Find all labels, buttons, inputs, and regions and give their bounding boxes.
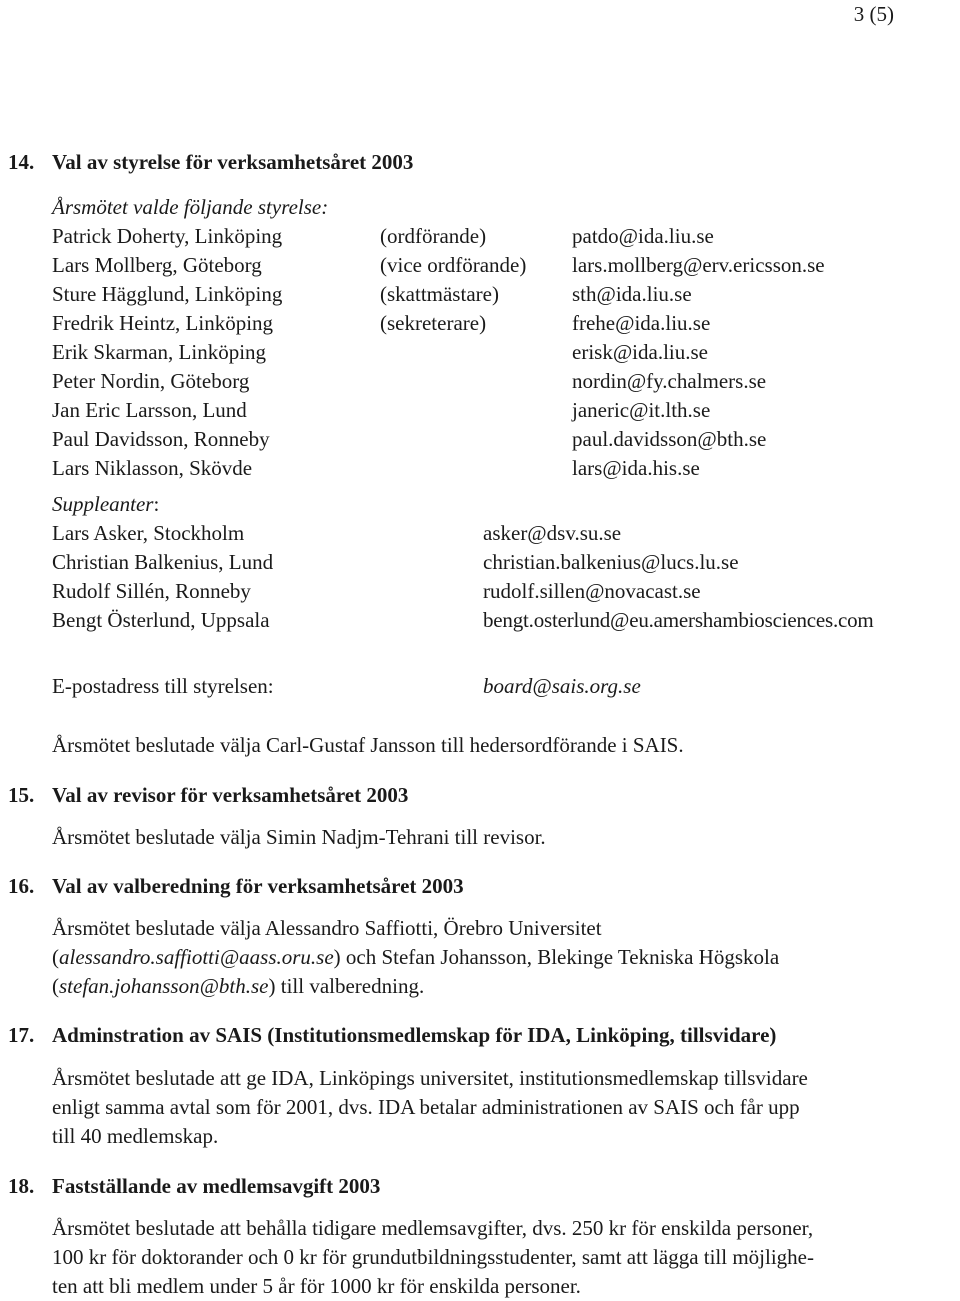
suppleant-name: Rudolf Sillén, Ronneby [52, 579, 251, 603]
suppleanter-colon: : [153, 492, 160, 516]
section-17-title: Adminstration av SAIS (Institutionsmedlemskap för IDA, Linköping, tillsvidare) [52, 1023, 777, 1047]
honorary-chair-text: Årsmötet beslutade välja Carl-Gustaf Jansson till hedersordförande i SAIS. [52, 733, 684, 757]
section-16-mid: ) och Stefan Johansson, Blekinge Tekniska Högskola [333, 945, 780, 969]
section-16-number: 16. [8, 874, 35, 898]
section-15-text: Årsmötet beslutade välja Simin Nadjm-Tehrani till revisor. [52, 825, 546, 849]
suppleant-row [0, 548, 960, 577]
board-row [0, 425, 960, 454]
board-member-name: Fredrik Heintz, Linköping [52, 311, 274, 335]
board-member-name: Lars Niklasson, Skövde [52, 456, 253, 480]
section-15-number: 15. [8, 783, 35, 807]
suppleant-name: Lars Asker, Stockholm [52, 521, 245, 545]
section-18-title: Fastställande av medlemsavgift 2003 [52, 1174, 381, 1198]
section-17-line-1: Årsmötet beslutade att ge IDA, Linköpings universitet, institutionsmedlemskap tillsvidare [52, 1066, 808, 1090]
section-16-line-2 [52, 943, 779, 972]
suppleant-email: christian.balkenius@lucs.lu.se [483, 550, 739, 574]
section-16-end: ) till valberedning. [268, 974, 425, 998]
section-16-line-3 [52, 972, 424, 1001]
board-row [0, 367, 960, 396]
paren-open: ( [52, 945, 59, 969]
board-row [0, 338, 960, 367]
suppleant-email: asker@dsv.su.se [483, 521, 622, 545]
board-member-email: erisk@ida.liu.se [572, 340, 708, 364]
board-member-name: Erik Skarman, Linköping [52, 340, 267, 364]
board-member-email: lars@ida.his.se [572, 456, 700, 480]
board-row [0, 222, 960, 251]
suppleanter-heading [52, 490, 159, 519]
valberedning-email-2: stefan.johansson@bth.se [59, 974, 269, 998]
board-member-email: paul.davidsson@bth.se [572, 427, 767, 451]
section-16-line-1: Årsmötet beslutade välja Alessandro Saffiotti, Örebro Universitet [52, 916, 602, 940]
board-member-name: Peter Nordin, Göteborg [52, 369, 250, 393]
section-17-number: 17. [8, 1023, 35, 1047]
suppleant-row [0, 519, 960, 548]
board-member-role: (sekreterare) [380, 311, 487, 335]
board-member-role: (skattmästare) [380, 282, 499, 306]
section-17-line-3: till 40 medlemskap. [52, 1124, 219, 1148]
board-row [0, 251, 960, 280]
board-member-name: Paul Davidsson, Ronneby [52, 427, 270, 451]
board-member-email: lars.mollberg@erv.ericsson.se [572, 253, 825, 277]
paren-open: ( [52, 974, 59, 998]
board-email: board@sais.org.se [483, 674, 641, 698]
board-row [0, 280, 960, 309]
board-member-email: nordin@fy.chalmers.se [572, 369, 767, 393]
suppleant-email: bengt.osterlund@eu.amershambiosciences.com [483, 608, 874, 632]
suppleant-name: Christian Balkenius, Lund [52, 550, 274, 574]
board-row [0, 309, 960, 338]
board-email-label: E-postadress till styrelsen: [52, 674, 274, 698]
section-18-line-1: Årsmötet beslutade att behålla tidigare medlemsavgifter, dvs. 250 kr för enskilda personer, [52, 1216, 814, 1240]
page-number: 3 (5) [853, 2, 894, 26]
section-14-number: 14. [8, 150, 35, 174]
suppleant-row [0, 606, 960, 635]
suppleant-name: Bengt Österlund, Uppsala [52, 608, 270, 632]
board-member-email: janeric@it.lth.se [572, 398, 711, 422]
board-email-row [0, 672, 960, 701]
board-member-name: Sture Hägglund, Linköping [52, 282, 283, 306]
valberedning-email-1: alessandro.saffiotti@aass.oru.se [59, 945, 334, 969]
section-15-title: Val av revisor för verksamhetsåret 2003 [52, 783, 409, 807]
board-member-name: Jan Eric Larsson, Lund [52, 398, 247, 422]
section-18-number: 18. [8, 1174, 35, 1198]
board-member-role: (vice ordförande) [380, 253, 527, 277]
board-member-email: frehe@ida.liu.se [572, 311, 711, 335]
suppleant-email: rudolf.sillen@novacast.se [483, 579, 701, 603]
board-member-email: sth@ida.liu.se [572, 282, 692, 306]
board-member-email: patdo@ida.liu.se [572, 224, 714, 248]
section-16-title: Val av valberedning för verksamhetsåret 2003 [52, 874, 464, 898]
section-18-line-2: 100 kr för doktorander och 0 kr för grundutbildningsstudenter, samt att lägga till möjlighe- [52, 1245, 814, 1269]
suppleant-row [0, 577, 960, 606]
board-intro: Årsmötet valde följande styrelse: [52, 195, 329, 219]
section-18-line-3: ten att bli medlem under 5 år för 1000 kr för enskilda personer. [52, 1274, 581, 1298]
section-14-title: Val av styrelse för verksamhetsåret 2003 [52, 150, 414, 174]
suppleanter-label: Suppleanter [52, 492, 154, 516]
board-member-role: (ordförande) [380, 224, 487, 248]
section-17-line-2: enligt samma avtal som för 2001, dvs. IDA betalar administrationen av SAIS och får upp [52, 1095, 800, 1119]
board-row [0, 396, 960, 425]
board-member-name: Lars Mollberg, Göteborg [52, 253, 262, 277]
board-member-name: Patrick Doherty, Linköping [52, 224, 283, 248]
board-row [0, 454, 960, 483]
